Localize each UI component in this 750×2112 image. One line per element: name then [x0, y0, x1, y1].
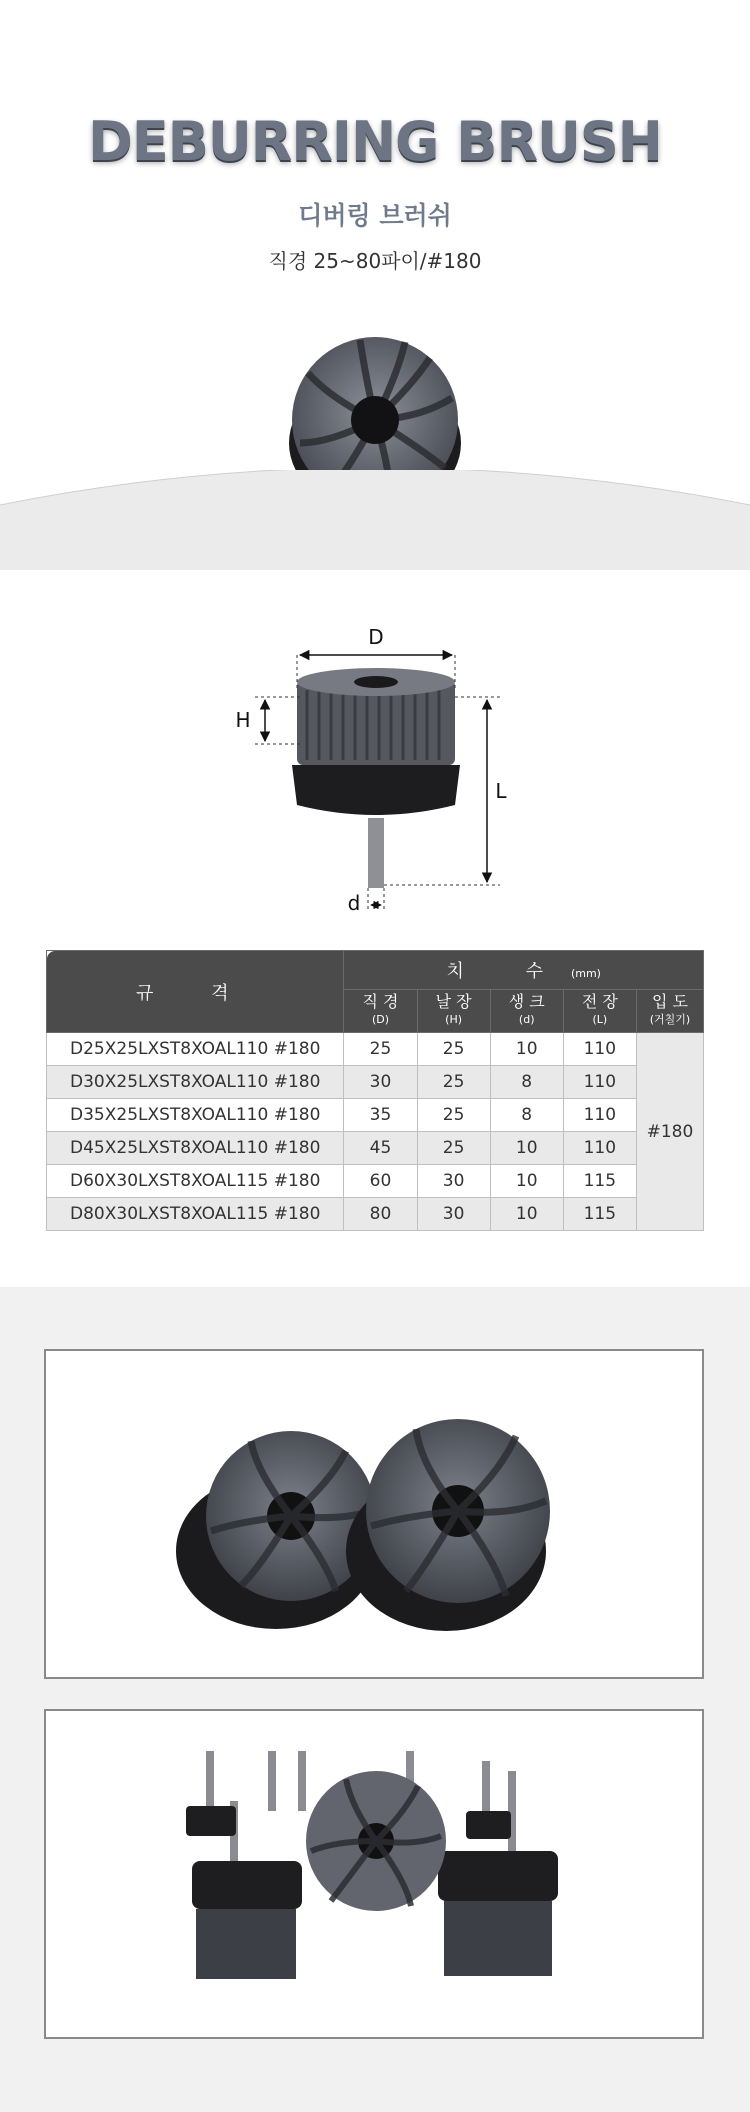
cell-D: 30 [344, 1066, 417, 1099]
cell-D: 25 [344, 1033, 417, 1066]
col-grit [636, 990, 703, 1033]
cell-grade: #180 [636, 1033, 703, 1231]
col-bristle-length [417, 990, 490, 1033]
brush-pair-photo [46, 1351, 702, 1677]
product-spec: 직경 25~80파이/#180 [268, 249, 482, 273]
cell-D: 45 [344, 1132, 417, 1165]
label-d: d [347, 891, 361, 915]
col-shank [490, 990, 563, 1033]
cell-spec: D30X25LXST8XOAL110 #180 [47, 1066, 344, 1099]
cell-L: 110 [563, 1066, 636, 1099]
cell-spec: D80X30LXST8XOAL115 #180 [47, 1198, 344, 1231]
decorative-curve [0, 470, 750, 570]
col-total-sub: (L) [592, 1013, 608, 1026]
col-bristle-label: 날 장 [435, 992, 472, 1011]
dims-unit: (mm) [570, 967, 601, 980]
cell-D: 60 [344, 1165, 417, 1198]
cell-spec: D35X25LXST8XOAL110 #180 [47, 1099, 344, 1132]
cell-d: 10 [490, 1033, 563, 1066]
col-grit-sub: (거칠기) [649, 1013, 691, 1026]
table-row [47, 1132, 704, 1165]
cell-d: 8 [490, 1099, 563, 1132]
cell-L: 110 [563, 1099, 636, 1132]
product-title: DEBURRING BRUSH [88, 110, 662, 173]
col-shank-sub: (d) [518, 1013, 535, 1026]
cell-D: 80 [344, 1198, 417, 1231]
cell-H: 30 [417, 1198, 490, 1231]
hero-section [0, 0, 750, 570]
cell-H: 25 [417, 1099, 490, 1132]
table-row [47, 1165, 704, 1198]
col-grit-label: 입 도 [651, 992, 688, 1011]
cell-d: 10 [490, 1198, 563, 1231]
col-diameter-sub: (D) [371, 1013, 390, 1026]
dims-header-label: 치 수 [446, 961, 571, 982]
cell-spec: D25X25LXST8XOAL110 #180 [47, 1033, 344, 1066]
table-row [47, 1099, 704, 1132]
spec-header: 규 격 [47, 951, 344, 1033]
cell-L: 115 [563, 1198, 636, 1231]
cell-H: 25 [417, 1066, 490, 1099]
col-total-length [563, 990, 636, 1033]
cell-d: 8 [490, 1066, 563, 1099]
cell-d: 10 [490, 1132, 563, 1165]
label-H: H [235, 708, 251, 732]
cell-H: 25 [417, 1132, 490, 1165]
cell-L: 115 [563, 1165, 636, 1198]
product-subtitle: 디버링 브러쉬 [298, 201, 452, 230]
cell-L: 110 [563, 1132, 636, 1165]
cell-D: 35 [344, 1099, 417, 1132]
cell-spec: D60X30LXST8XOAL115 #180 [47, 1165, 344, 1198]
brush-group-photo [46, 1711, 702, 2037]
cell-d: 10 [490, 1165, 563, 1198]
label-L: L [495, 779, 507, 803]
cell-H: 25 [417, 1033, 490, 1066]
col-total-label: 전 장 [581, 992, 618, 1011]
photo-gallery [0, 1287, 750, 2112]
table-row [47, 1066, 704, 1099]
col-shank-label: 생 크 [508, 992, 545, 1011]
col-bristle-sub: (H) [445, 1013, 463, 1026]
cell-H: 30 [417, 1165, 490, 1198]
photo-frame-group [44, 1709, 704, 2039]
table-row [47, 1198, 704, 1231]
table-row [47, 1033, 704, 1066]
photo-frame-pair [44, 1349, 704, 1679]
spec-table [46, 950, 704, 1231]
cell-L: 110 [563, 1033, 636, 1066]
col-diameter-label: 직 경 [362, 992, 399, 1011]
col-diameter [344, 990, 417, 1033]
dimension-diagram [0, 620, 750, 920]
cell-spec: D45X25LXST8XOAL110 #180 [47, 1132, 344, 1165]
dims-header [344, 951, 704, 990]
label-D: D [368, 625, 384, 649]
